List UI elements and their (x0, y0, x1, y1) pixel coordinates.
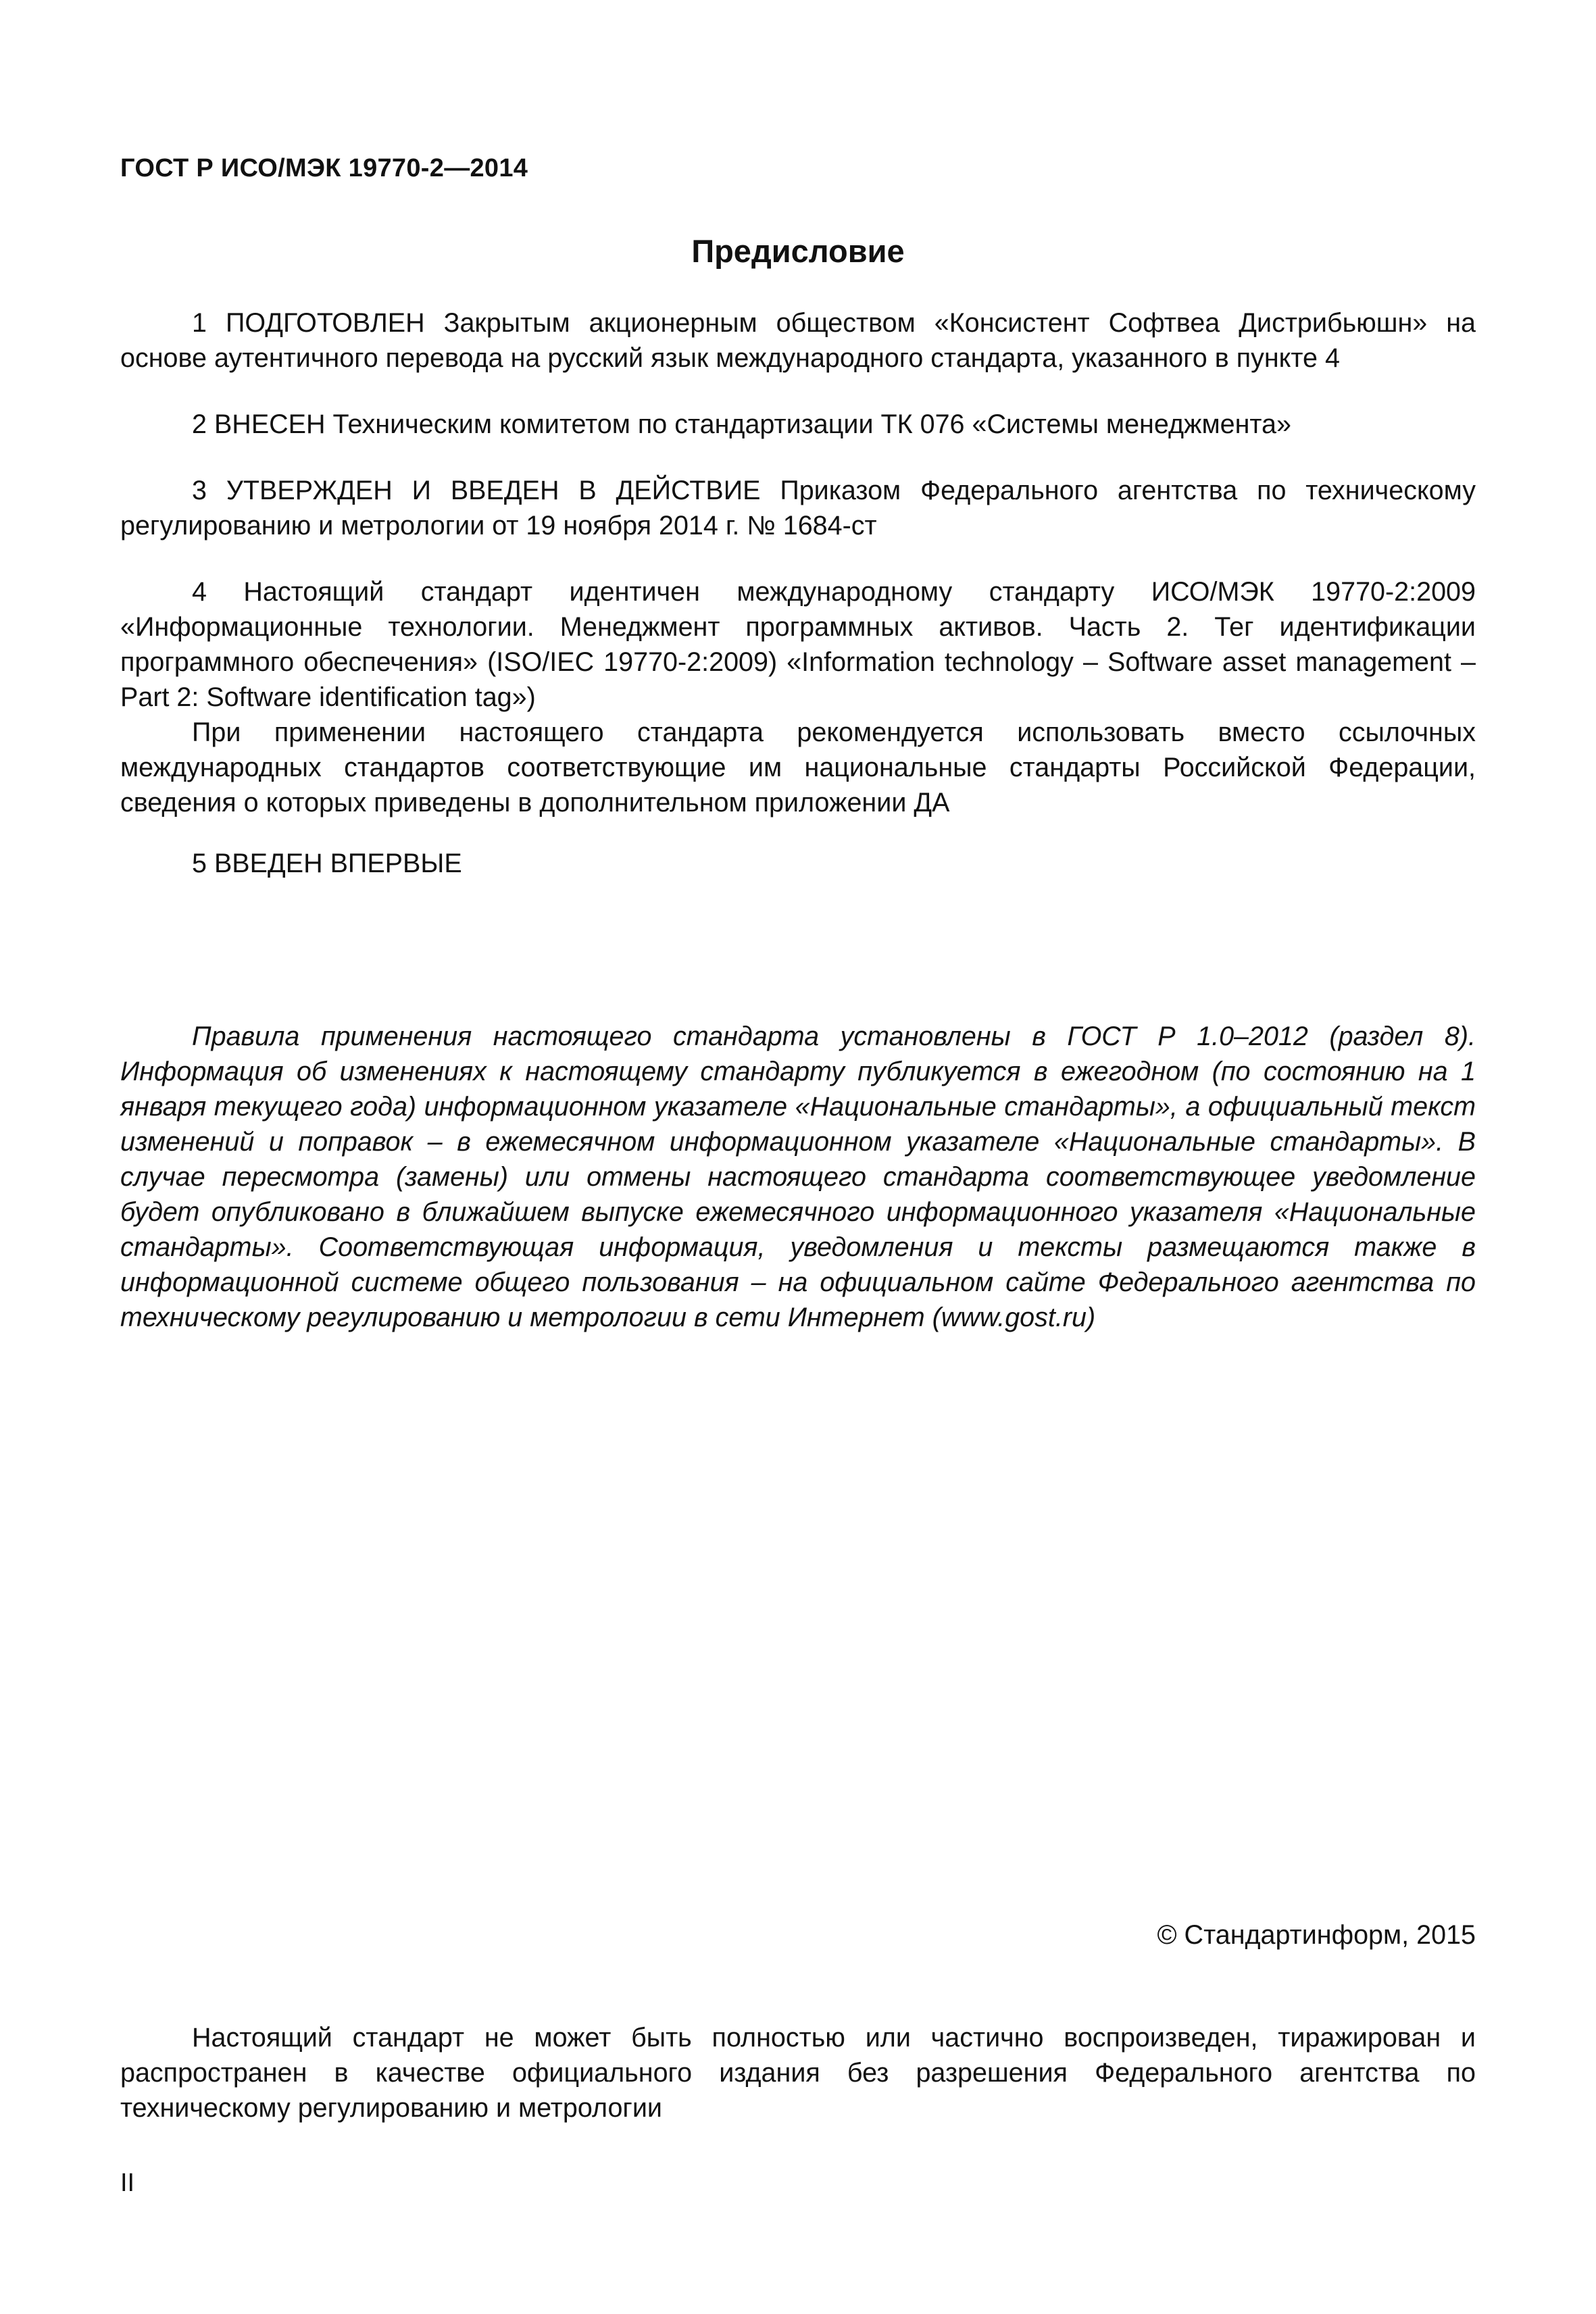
foreword-item-text: 5 ВВЕДЕН ВПЕРВЫЕ (192, 849, 462, 878)
page-title: Предисловие (691, 233, 905, 269)
document-code: ГОСТ Р ИСО/МЭК 19770-2—2014 (120, 154, 528, 182)
foreword-item-text: 1 ПОДГОТОВЛЕН Закрытым акционерным обществом «Консистент Софтвеа Дистрибьюшн» на основе аутентичного перевода на русский язык международного стандарта, указанного в пункте 4 (120, 308, 1476, 373)
copyright-notice: © Стандартинформ, 2015 (1157, 1920, 1476, 1950)
foreword-item-5 (120, 846, 1476, 881)
foreword-item-text: 4 Настоящий стандарт идентичен международному стандарту ИСО/МЭК 19770-2:2009 «Информационные технологии. Менеджмент программных активов. Часть 2. Тег идентификации программного обеспечения» (ISO/IEC 19770-2:2009) «Information technology – Software asset management – Part 2: Software identification tag») (120, 577, 1476, 712)
reproduction-notice-text: Настоящий стандарт не может быть полностью или частично воспроизведен, тиражирован и распространен в качестве официального издания без разрешения Федерального агентства по техническому регулированию и метрологии (120, 2023, 1476, 2123)
foreword-item-subparagraph: При применении настоящего стандарта рекомендуется использовать вместо ссылочных международных стандартов соответствующие им национальные стандарты Российской Федерации, сведения о которых приведены в дополнительном приложении ДА (120, 718, 1476, 818)
reproduction-notice (120, 2020, 1476, 2126)
foreword-item-1 (120, 305, 1476, 376)
foreword-item-2 (120, 407, 1476, 442)
foreword-item-4 (120, 574, 1476, 820)
page-number: II (120, 2169, 135, 2197)
foreword-item-3 (120, 473, 1476, 543)
note-text: Правила применения настоящего стандарта установлены в ГОСТ Р 1.0–2012 (раздел 8). Информация об изменениях к настоящему стандарту публикуется в ежегодном (по состоянию на 1 января текущего года) информационном указателе «Национальные стандарты», а официальный текст изменений и поправок – в ежемесячном информационном указателе «Национальные стандарты». В случае пересмотра (замены) или отмены настоящего стандарта соответствующее уведомление будет опубликовано в ближайшем выпуске ежемесячного информационного указателя «Национальные стандарты». Соответствующая информация, уведомления и тексты размещаются также в информационной системе общего пользования – на официальном сайте Федерального агентства по техническому регулированию и метрологии в сети Интернет (www.gost.ru) (120, 1022, 1476, 1332)
foreword-item-text: 3 УТВЕРЖДЕН И ВВЕДЕН В ДЕЙСТВИЕ Приказом Федерального агентства по техническому регулированию и метрологии от 19 ноября 2014 г. № 1684-ст (120, 476, 1476, 540)
application-rules-note (120, 1019, 1476, 1335)
foreword-item-text: 2 ВНЕСЕН Техническим комитетом по стандартизации ТК 076 «Системы менеджмента» (192, 409, 1291, 439)
